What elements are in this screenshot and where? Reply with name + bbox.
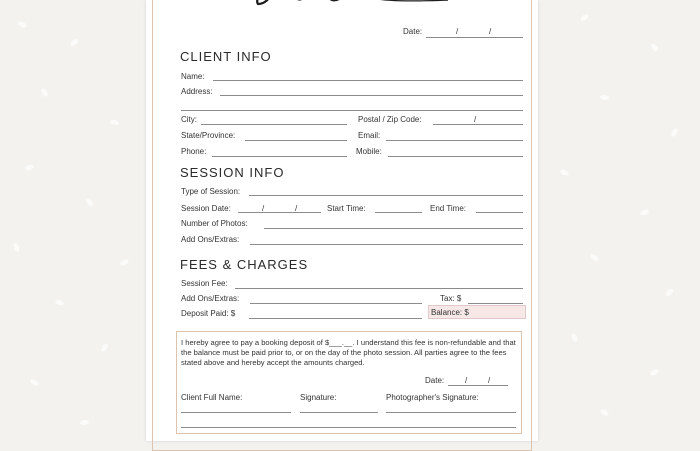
leaf-decoration	[80, 419, 90, 425]
agreement-date-field[interactable]	[448, 385, 508, 386]
date-separator: /	[456, 27, 459, 36]
leaf-decoration	[600, 94, 610, 100]
leaf-decoration	[29, 378, 39, 387]
leaf-decoration	[649, 368, 659, 376]
address-field[interactable]	[220, 95, 523, 96]
session-date-separator: /	[295, 204, 298, 213]
leaf-decoration	[100, 342, 109, 352]
state-label: State/Province:	[181, 131, 236, 140]
photographer-signature-label: Photographer's Signature:	[386, 393, 479, 402]
leaf-decoration	[13, 242, 21, 252]
address-label: Address:	[181, 87, 213, 96]
agreement-date-label: Date:	[425, 376, 445, 385]
session-addons-field[interactable]	[250, 244, 523, 245]
mobile-label: Mobile:	[356, 147, 382, 156]
date-field[interactable]	[426, 37, 523, 38]
address-field-line-2[interactable]	[181, 110, 523, 111]
leaf-decoration	[110, 119, 120, 126]
leaf-decoration	[40, 87, 49, 97]
tax-label: Tax: $	[440, 294, 462, 303]
leaf-decoration	[24, 164, 34, 172]
leaf-decoration	[589, 253, 599, 263]
client-info-heading: CLIENT INFO	[180, 49, 272, 64]
session-type-field[interactable]	[249, 195, 523, 196]
start-time-field[interactable]	[375, 212, 422, 213]
name-label: Name:	[181, 72, 205, 81]
leaf-decoration	[670, 127, 679, 137]
leaf-decoration	[650, 42, 660, 52]
agreement-text: I hereby agree to pay a booking deposit of $___.__. I understand this fee is non-refundable and that the balance must be paid prior to, or on the day of the photo session. All parties agree to the fees stated above and hereby accept the amounts charged.	[181, 338, 516, 367]
date-label: Date:	[403, 27, 423, 36]
session-fee-field[interactable]	[235, 288, 523, 289]
script-title-artwork	[198, 0, 448, 20]
signature-label: Signature:	[300, 393, 337, 402]
deposit-label: Deposit Paid: $	[181, 309, 236, 318]
session-date-label: Session Date:	[181, 204, 231, 213]
postal-code-label: Postal / Zip Code:	[358, 115, 422, 124]
fees-addons-label: Add Ons/Extras:	[181, 294, 240, 303]
leaf-decoration	[665, 288, 675, 298]
photos-count-field[interactable]	[264, 228, 523, 229]
leaf-decoration	[85, 198, 95, 208]
end-time-label: End Time:	[430, 204, 467, 213]
client-full-name-label: Client Full Name:	[181, 393, 243, 402]
signature-field[interactable]	[300, 412, 378, 413]
session-type-label: Type of Session:	[181, 187, 241, 196]
fees-addons-field[interactable]	[250, 303, 422, 304]
postal-separator: /	[474, 115, 477, 124]
leaf-decoration	[640, 209, 650, 216]
leaf-decoration	[579, 13, 589, 22]
email-field[interactable]	[386, 140, 523, 141]
state-field[interactable]	[245, 140, 347, 141]
postal-code-field[interactable]	[433, 124, 523, 125]
end-time-field[interactable]	[476, 212, 523, 213]
deposit-field[interactable]	[249, 318, 422, 319]
city-field[interactable]	[201, 124, 347, 125]
leaf-decoration	[119, 258, 129, 267]
session-date-field[interactable]	[238, 212, 321, 213]
leaf-decoration	[54, 299, 64, 307]
phone-field[interactable]	[212, 156, 347, 157]
session-addons-label: Add Ons/Extras:	[181, 235, 240, 244]
leaf-decoration	[17, 20, 27, 29]
leaf-decoration	[570, 332, 578, 342]
balance-label: Balance: $	[431, 308, 469, 317]
fees-heading: FEES & CHARGES	[180, 257, 309, 272]
agreement-date-separator: /	[488, 376, 491, 385]
leaf-decoration	[69, 38, 79, 48]
agreement-bottom-rule	[181, 427, 516, 428]
client-full-name-field[interactable]	[181, 412, 291, 413]
session-date-separator: /	[262, 204, 265, 213]
city-label: City:	[181, 115, 197, 124]
leaf-decoration	[559, 168, 569, 176]
phone-label: Phone:	[181, 147, 207, 156]
photos-count-label: Number of Photos:	[181, 219, 248, 228]
email-label: Email:	[358, 131, 381, 140]
mobile-field[interactable]	[388, 156, 523, 157]
tax-field[interactable]	[468, 303, 523, 304]
date-separator: /	[489, 27, 492, 36]
agreement-date-separator: /	[465, 376, 468, 385]
session-fee-label: Session Fee:	[181, 279, 228, 288]
leaf-decoration	[599, 408, 609, 417]
name-field[interactable]	[213, 80, 523, 81]
photographer-signature-field[interactable]	[386, 412, 516, 413]
start-time-label: Start Time:	[327, 204, 366, 213]
booking-form-page	[146, 0, 538, 441]
session-info-heading: SESSION INFO	[180, 165, 285, 180]
